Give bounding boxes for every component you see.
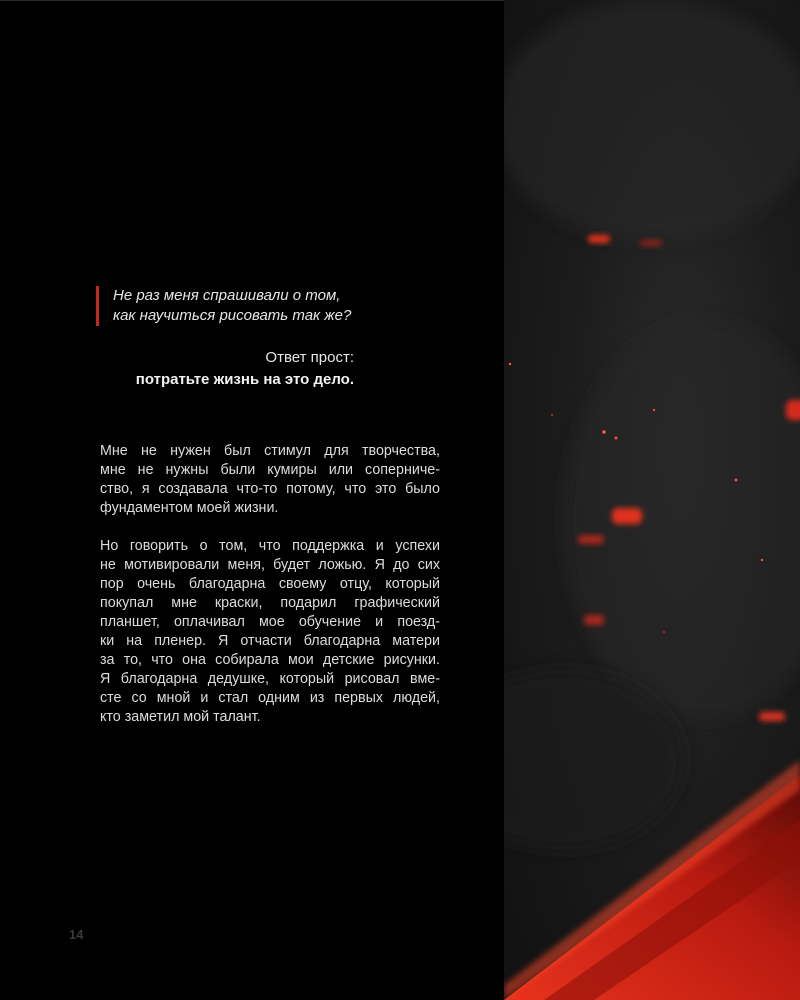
paragraph-2-line: пор очень благодарна своему отцу, который: [100, 576, 440, 592]
paragraph-2: [100, 537, 440, 727]
paragraph-2-line: планшет, оплачивал мое обучение и поезд-: [100, 614, 440, 630]
body-text: [100, 442, 440, 746]
quote-line-2: как научиться рисовать так же?: [113, 307, 352, 324]
paragraph-2-line: за то, что она собирала мои детские рисунки.: [100, 652, 440, 668]
quote-line-1: Не раз меня спрашивали о том,: [113, 287, 341, 304]
paragraph-1-line: ство, я создавала что-то потому, что это было: [100, 481, 440, 497]
paragraph-2-line: покупал мне краски, подарил графический: [100, 595, 440, 611]
paragraph-1-line: мне не нужны были кумиры или соперниче-: [100, 462, 440, 478]
pull-quote: [96, 286, 383, 326]
ember-artwork: [504, 0, 800, 1000]
page-number: 14: [69, 927, 84, 942]
paragraph-1-line: фундаментом моей жизни.: [100, 500, 279, 516]
paragraph-2-line: Но говорить о том, что поддержка и успехи: [100, 538, 440, 554]
paragraph-1-line: Мне не нужен был стимул для творчества,: [100, 443, 440, 459]
paragraph-1: [100, 442, 440, 518]
answer-emphasis: потратьте жизнь на это дело.: [135, 371, 354, 388]
paragraph-2-line: сте со мной и стал одним из первых людей,: [100, 690, 440, 706]
paragraph-2-line: кто заметил мой талант.: [100, 709, 261, 725]
answer-block: [100, 347, 354, 391]
decorative-image: [504, 0, 800, 1000]
paragraph-2-line: не мотивировали меня, будет ложью. Я до сих: [100, 557, 440, 573]
paragraph-2-line: Я благодарна дедушке, который рисовал вме-: [100, 671, 440, 687]
paragraph-2-line: ки на пленер. Я отчасти благодарна матери: [100, 633, 440, 649]
answer-intro: Ответ прост:: [265, 349, 354, 366]
